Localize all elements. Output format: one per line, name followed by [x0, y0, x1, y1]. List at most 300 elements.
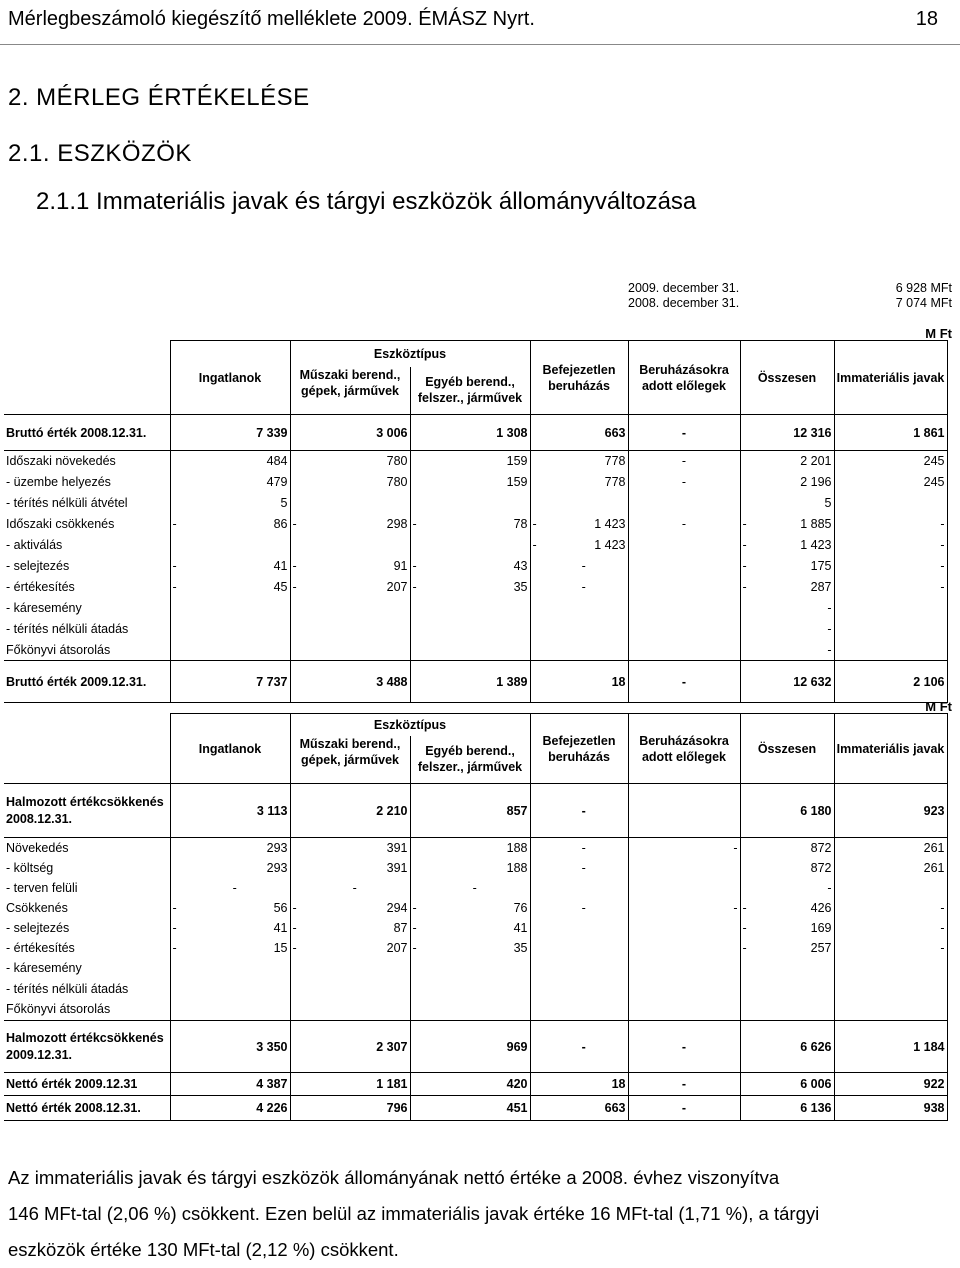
table-row [4, 1073, 947, 1096]
row-value [180, 535, 290, 556]
row-minus-sign [170, 661, 180, 703]
row-value: 4 226 [180, 1096, 290, 1121]
row-value [628, 577, 740, 598]
row-minus-sign [740, 661, 750, 703]
row-minus-sign [290, 472, 300, 493]
row-minus-sign [530, 858, 540, 878]
row-value: 1 423 [800, 538, 832, 552]
row-value: 45 [273, 580, 288, 594]
row-value [180, 598, 290, 619]
row-value: - [628, 514, 740, 535]
row-minus-sign [530, 415, 540, 451]
row-value [420, 598, 530, 619]
row-minus-sign [530, 556, 540, 577]
row-minus-sign [410, 451, 420, 472]
row-minus-sign [170, 838, 180, 858]
summary-paragraph [8, 1160, 954, 1268]
row-minus-sign [410, 472, 420, 493]
table-row [4, 958, 947, 979]
row-label: - költség [6, 860, 54, 875]
row-value: - [628, 1096, 740, 1121]
table-row [4, 577, 947, 598]
row-value [628, 918, 740, 938]
section-heading-1: 2. MÉRLEG ÉRTÉKELÉSE [8, 84, 310, 111]
table-row [4, 415, 947, 451]
col-osszesen: Összesen [740, 341, 834, 415]
row-value: 2 210 [300, 784, 410, 838]
row-minus-sign: - [170, 514, 180, 535]
row-value: 6 180 [750, 784, 834, 838]
row-value [834, 958, 947, 979]
row-value: - [581, 559, 586, 573]
row-minus-sign [290, 979, 300, 999]
row-minus-sign [530, 661, 540, 703]
table2-unit: M Ft [925, 699, 952, 714]
row-minus-sign [410, 535, 420, 556]
row-value: 778 [540, 451, 628, 472]
row-minus-sign [170, 878, 180, 898]
row-value: 1 885 [800, 517, 832, 531]
row-value: - [827, 622, 832, 636]
col2-osszesen: Összesen [740, 714, 834, 784]
row-value: 6 006 [750, 1073, 834, 1096]
row-value: - [834, 514, 947, 535]
row-value: 780 [300, 451, 410, 472]
row-minus-sign: - [410, 577, 420, 598]
row-minus-sign [530, 938, 540, 958]
row-minus-sign: - [410, 898, 420, 918]
row-value [420, 535, 530, 556]
row-value: - [827, 601, 832, 615]
row-value: 245 [834, 451, 947, 472]
table-row [4, 878, 947, 898]
row-value: 938 [834, 1096, 947, 1121]
row-value: 159 [506, 475, 528, 489]
row-value: 35 [513, 940, 528, 955]
row-minus-sign [170, 784, 180, 838]
row-value: - [628, 898, 740, 918]
row-minus-sign [410, 838, 420, 858]
row-minus-sign [530, 598, 540, 619]
row-value: 1 184 [834, 1021, 947, 1073]
row-minus-sign [290, 999, 300, 1021]
row-value: 76 [513, 900, 528, 915]
col-egyeb: Egyéb berend., felszer., járművek [410, 367, 530, 415]
row-value: 426 [810, 900, 832, 915]
row-minus-sign [290, 640, 300, 661]
table-row [4, 858, 947, 878]
row-value: 18 [540, 661, 628, 703]
row-value: - [628, 1073, 740, 1096]
row-minus-sign: - [170, 898, 180, 918]
row-value [300, 640, 410, 661]
paragraph-line: eszközök értéke 130 MFt-tal (2,12 %) csökkent. [8, 1239, 399, 1260]
row-value: 2 201 [750, 451, 834, 472]
row-value: 87 [393, 920, 408, 935]
row-label: - térítés nélküli átvétel [6, 496, 128, 510]
row-minus-sign: - [290, 938, 300, 958]
row-minus-sign: - [290, 898, 300, 918]
row-minus-sign [530, 640, 540, 661]
row-value: 778 [604, 475, 626, 489]
row-minus-sign: - [170, 918, 180, 938]
page-number: 18 [915, 8, 938, 30]
row-label: - káresemény [6, 601, 82, 615]
row-value [300, 598, 410, 619]
row-value: 3 350 [180, 1021, 290, 1073]
row-value [540, 640, 628, 661]
row-value [300, 958, 410, 979]
row-value: - [352, 880, 357, 895]
row-value: 451 [420, 1096, 530, 1121]
row-value: - [628, 1021, 740, 1073]
row-label: Csökkenés [6, 900, 68, 915]
row-minus-sign [740, 415, 750, 451]
table-row [4, 898, 947, 918]
table-row [4, 493, 947, 514]
row-minus-sign: - [410, 938, 420, 958]
col-immaterialis: Immateriális javak [834, 341, 947, 415]
row-minus-sign: - [410, 918, 420, 938]
row-value: - [540, 784, 628, 838]
row-minus-sign [170, 1096, 180, 1121]
row-value [750, 958, 834, 979]
row-value [540, 598, 628, 619]
row-value: 41 [273, 920, 288, 935]
row-minus-sign [740, 1073, 750, 1096]
row-minus-sign [530, 472, 540, 493]
row-value: 857 [420, 784, 530, 838]
col2-ingatlanok: Ingatlanok [170, 714, 290, 784]
row-minus-sign [290, 661, 300, 703]
row-value: 257 [810, 940, 832, 955]
row-label: - üzembe helyezés [6, 475, 111, 489]
row-value: - [628, 472, 740, 493]
row-value [420, 619, 530, 640]
row-minus-sign [530, 577, 540, 598]
section-heading-3: 2.1.1 Immateriális javak és tárgyi eszközök állományváltozása [36, 188, 697, 215]
row-minus-sign [410, 493, 420, 514]
row-minus-sign [170, 415, 180, 451]
col2-eszkoztipus: Eszköztípus [290, 714, 530, 736]
row-value: 420 [420, 1073, 530, 1096]
row-value [540, 938, 628, 958]
row-value: 261 [834, 858, 947, 878]
row-minus-sign [740, 1096, 750, 1121]
row-minus-sign [170, 619, 180, 640]
summary-label-2009: 2009. december 31. [628, 281, 740, 295]
row-label: Bruttó érték 2009.12.31. [4, 661, 170, 703]
row-minus-sign [410, 415, 420, 451]
row-minus-sign [740, 640, 750, 661]
row-value: 294 [386, 900, 408, 915]
row-minus-sign [170, 451, 180, 472]
row-minus-sign [530, 493, 540, 514]
row-minus-sign [170, 958, 180, 979]
row-value: 43 [513, 559, 528, 573]
row-value: 207 [386, 580, 408, 594]
table-row [4, 1096, 947, 1121]
row-value [540, 979, 628, 999]
row-value: 663 [540, 415, 628, 451]
row-value [180, 999, 290, 1021]
row-value: - [827, 642, 832, 657]
row-minus-sign: - [740, 938, 750, 958]
row-minus-sign [530, 451, 540, 472]
row-minus-sign [170, 1021, 180, 1073]
row-value: 41 [513, 920, 528, 935]
row-value: 78 [513, 517, 528, 531]
row-value: 287 [810, 580, 832, 594]
row-value: - [834, 898, 947, 918]
row-value [420, 979, 530, 999]
row-minus-sign [410, 640, 420, 661]
row-minus-sign: - [410, 514, 420, 535]
row-minus-sign [290, 493, 300, 514]
row-minus-sign [290, 784, 300, 838]
row-label: Nettó érték 2008.12.31. [4, 1096, 170, 1121]
row-value [300, 493, 410, 514]
row-minus-sign [410, 661, 420, 703]
row-minus-sign [530, 619, 540, 640]
row-label: Időszaki növekedés [4, 451, 170, 472]
row-value: 245 [834, 472, 947, 493]
table-row [4, 451, 947, 472]
row-minus-sign: - [740, 535, 750, 556]
row-minus-sign [740, 958, 750, 979]
row-minus-sign: - [170, 577, 180, 598]
row-value [628, 535, 740, 556]
row-value [300, 535, 410, 556]
row-minus-sign: - [290, 556, 300, 577]
row-value: 188 [506, 860, 528, 875]
row-minus-sign [290, 878, 300, 898]
row-value [628, 858, 740, 878]
row-minus-sign [740, 451, 750, 472]
row-value [628, 958, 740, 979]
row-minus-sign [740, 784, 750, 838]
row-minus-sign [410, 878, 420, 898]
row-value: 1 861 [834, 415, 947, 451]
row-value: 175 [810, 559, 832, 573]
row-value [628, 878, 740, 898]
row-value: 780 [386, 475, 408, 489]
col-muszaki: Műszaki berend., gépek, járművek [290, 367, 410, 415]
row-minus-sign [530, 979, 540, 999]
row-value: - [581, 900, 586, 915]
row-minus-sign [410, 958, 420, 979]
row-value: 923 [834, 784, 947, 838]
row-value: 56 [273, 900, 288, 915]
row-value [750, 979, 834, 999]
row-minus-sign [740, 1021, 750, 1073]
row-value: 969 [420, 1021, 530, 1073]
row-value [834, 640, 947, 661]
row-value: 207 [386, 940, 408, 955]
row-value: 169 [810, 920, 832, 935]
row-value [834, 878, 947, 898]
row-value [420, 640, 530, 661]
row-minus-sign [170, 999, 180, 1021]
table-row [4, 619, 947, 640]
row-minus-sign [530, 878, 540, 898]
row-value: 1 423 [594, 517, 626, 531]
row-value: 298 [386, 517, 408, 531]
summary-value-2009: 6 928 MFt [895, 281, 952, 295]
paragraph-line: Az immateriális javak és tárgyi eszközök állományának nettó értéke a 2008. évhez viszonyítva [8, 1167, 780, 1188]
row-minus-sign [530, 958, 540, 979]
paragraph-line: 146 MFt-tal (2,06 %) csökkent. Ezen belül az immateriális javak értéke 16 MFt-tal (1,71 %), a tárgyi [8, 1203, 820, 1224]
row-label: - térítés nélküli átadás [6, 622, 129, 636]
row-minus-sign [410, 858, 420, 878]
row-value: 3 113 [180, 784, 290, 838]
row-value: 3 488 [300, 661, 410, 703]
row-value: - [581, 860, 586, 875]
row-label: - aktiválás [6, 538, 63, 552]
table-row [4, 784, 947, 838]
row-value: 796 [300, 1096, 410, 1121]
row-value [420, 999, 530, 1021]
row-value [540, 619, 628, 640]
row-value: - [834, 938, 947, 958]
row-minus-sign [170, 1073, 180, 1096]
row-value [300, 979, 410, 999]
row-minus-sign [290, 1073, 300, 1096]
row-value: 6 626 [750, 1021, 834, 1073]
row-value: 91 [393, 559, 408, 573]
row-value: 391 [300, 838, 410, 858]
section-heading-2: 2.1. ESZKÖZÖK [8, 140, 192, 167]
row-label: Növekedés [4, 838, 170, 858]
col2-beruhazasokra: Beruházásokra adott előlegek [628, 714, 740, 784]
row-minus-sign: - [170, 556, 180, 577]
row-minus-sign [170, 472, 180, 493]
row-label: Főkönyvi átsorolás [6, 1002, 111, 1017]
row-minus-sign: - [740, 556, 750, 577]
row-minus-sign [740, 858, 750, 878]
row-value: 41 [273, 559, 288, 573]
row-value: - [232, 880, 237, 895]
row-minus-sign [530, 999, 540, 1021]
gross-value-table [4, 340, 948, 703]
row-minus-sign: - [740, 577, 750, 598]
row-value [750, 999, 834, 1021]
row-value [420, 958, 530, 979]
table-row [4, 598, 947, 619]
row-value: 15 [273, 940, 288, 955]
row-value: 4 387 [180, 1073, 290, 1096]
row-minus-sign [290, 1021, 300, 1073]
table-row [4, 1021, 947, 1073]
table-row [4, 938, 947, 958]
depreciation-table [4, 713, 948, 1121]
row-value: 5 [280, 496, 288, 510]
row-value [628, 979, 740, 999]
table1-header-empty [4, 341, 170, 367]
table-row [4, 838, 947, 858]
row-minus-sign: - [290, 577, 300, 598]
row-minus-sign [290, 598, 300, 619]
row-value [420, 493, 530, 514]
row-value [834, 979, 947, 999]
row-minus-sign [410, 979, 420, 999]
summary-label-2008: 2008. december 31. [628, 296, 740, 310]
row-minus-sign [530, 784, 540, 838]
row-value: 35 [513, 580, 528, 594]
row-label: Nettó érték 2009.12.31 [4, 1073, 170, 1096]
row-value: 479 [266, 475, 288, 489]
row-minus-sign [740, 472, 750, 493]
table-row [4, 661, 947, 703]
row-minus-sign: - [740, 514, 750, 535]
table-row [4, 535, 947, 556]
row-minus-sign [740, 838, 750, 858]
col-beruhazasokra: Beruházásokra adott előlegek [628, 341, 740, 415]
row-value [180, 640, 290, 661]
row-value: - [540, 1021, 628, 1073]
page-header [0, 0, 960, 45]
table-row [4, 979, 947, 999]
row-minus-sign: - [530, 535, 540, 556]
row-minus-sign [170, 493, 180, 514]
table2-header-empty [4, 714, 170, 736]
row-value [628, 556, 740, 577]
row-minus-sign [740, 619, 750, 640]
row-value [300, 999, 410, 1021]
row-minus-sign: - [740, 918, 750, 938]
col-eszkoztipus: Eszköztípus [290, 341, 530, 367]
row-value [300, 619, 410, 640]
row-minus-sign [170, 535, 180, 556]
row-value [628, 598, 740, 619]
col-befejezetlen: Befejezetlen beruházás [530, 341, 628, 415]
row-value: 159 [420, 451, 530, 472]
row-minus-sign [410, 1021, 420, 1073]
row-label: - értékesítés [6, 580, 75, 594]
row-value [540, 918, 628, 938]
row-minus-sign [530, 1096, 540, 1121]
row-minus-sign [290, 838, 300, 858]
row-value: 7 339 [180, 415, 290, 451]
row-value: - [834, 577, 947, 598]
row-minus-sign [290, 958, 300, 979]
row-value: 872 [810, 860, 832, 875]
row-value: - [472, 880, 477, 895]
row-value [628, 619, 740, 640]
row-value [180, 958, 290, 979]
row-value: 484 [180, 451, 290, 472]
row-minus-sign: - [410, 556, 420, 577]
row-minus-sign [410, 1073, 420, 1096]
row-minus-sign [410, 1096, 420, 1121]
row-value: 293 [266, 860, 288, 875]
row-minus-sign [170, 979, 180, 999]
table-row [4, 999, 947, 1021]
row-value [180, 979, 290, 999]
row-value [180, 619, 290, 640]
row-value: - [834, 918, 947, 938]
row-minus-sign [170, 858, 180, 878]
row-value [628, 999, 740, 1021]
row-minus-sign [290, 858, 300, 878]
row-minus-sign [410, 619, 420, 640]
row-value: - [834, 556, 947, 577]
row-minus-sign [530, 838, 540, 858]
col-ingatlanok: Ingatlanok [170, 341, 290, 415]
row-value [834, 619, 947, 640]
table-row [4, 918, 947, 938]
row-minus-sign: - [170, 938, 180, 958]
